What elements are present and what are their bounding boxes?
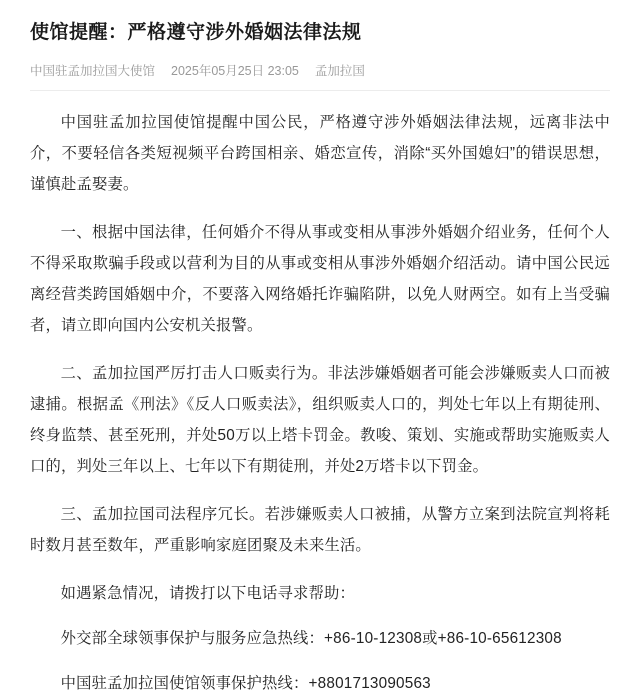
paragraph-3: 二、孟加拉国严厉打击人口贩卖行为。非法涉嫌婚姻者可能会涉嫌贩卖人口而被逮捕。根据孟《刑法》《反人口贩卖法》，组织贩卖人口的，判处七年以上有期徒刑、终身监禁、甚至死刑，并处50万以上塔卡罚金。教唆、策划、实施或帮助实施贩卖人口的，判处三年以上、七年以下有期徒刑，并处2万塔卡以下罚金。 <box>30 365 610 475</box>
page-title: 使馆提醒：严格遵守涉外婚姻法律法规 <box>30 22 362 43</box>
article-tag[interactable]: 孟加拉国 <box>314 64 365 78</box>
article-timestamp: 2025年05月25日 23:05 <box>171 64 299 78</box>
hotline-embassy: 中国驻孟加拉国使馆领事保护热线：+8801713090563 <box>60 675 431 692</box>
meta-divider <box>30 90 610 91</box>
article-meta <box>30 62 610 80</box>
emergency-intro: 如遇紧急情况，请拨打以下电话寻求帮助： <box>60 585 356 602</box>
paragraph-2: 一、根据中国法律，任何婚介不得从事或变相从事涉外婚姻介绍业务，任何个人不得采取欺骗手段或以营利为目的从事或变相从事涉外婚姻介绍活动。请中国公民远离经营类跨国婚姻中介，不要落入网络婚托诈骗陷阱，以免人财两空。如有上当受骗者，请立即向国内公安机关报警。 <box>30 224 610 334</box>
article-source: 中国驻孟加拉国大使馆 <box>30 64 156 78</box>
article-body <box>30 107 610 699</box>
paragraph-1: 中国驻孟加拉国使馆提醒中国公民，严格遵守涉外婚姻法律法规，远离非法中介，不要轻信各类短视频平台跨国相亲、婚恋宣传，消除“买外国媳妇”的错误思想，谨慎赴孟娶妻。 <box>30 114 610 193</box>
paragraph-4: 三、孟加拉国司法程序冗长。若涉嫌贩卖人口被捕，从警方立案到法院宣判将耗时数月甚至数年，严重影响家庭团聚及未来生活。 <box>30 506 610 554</box>
hotline-mfa: 外交部全球领事保护与服务应急热线：+86-10-12308或+86-10-65612308 <box>60 630 562 647</box>
